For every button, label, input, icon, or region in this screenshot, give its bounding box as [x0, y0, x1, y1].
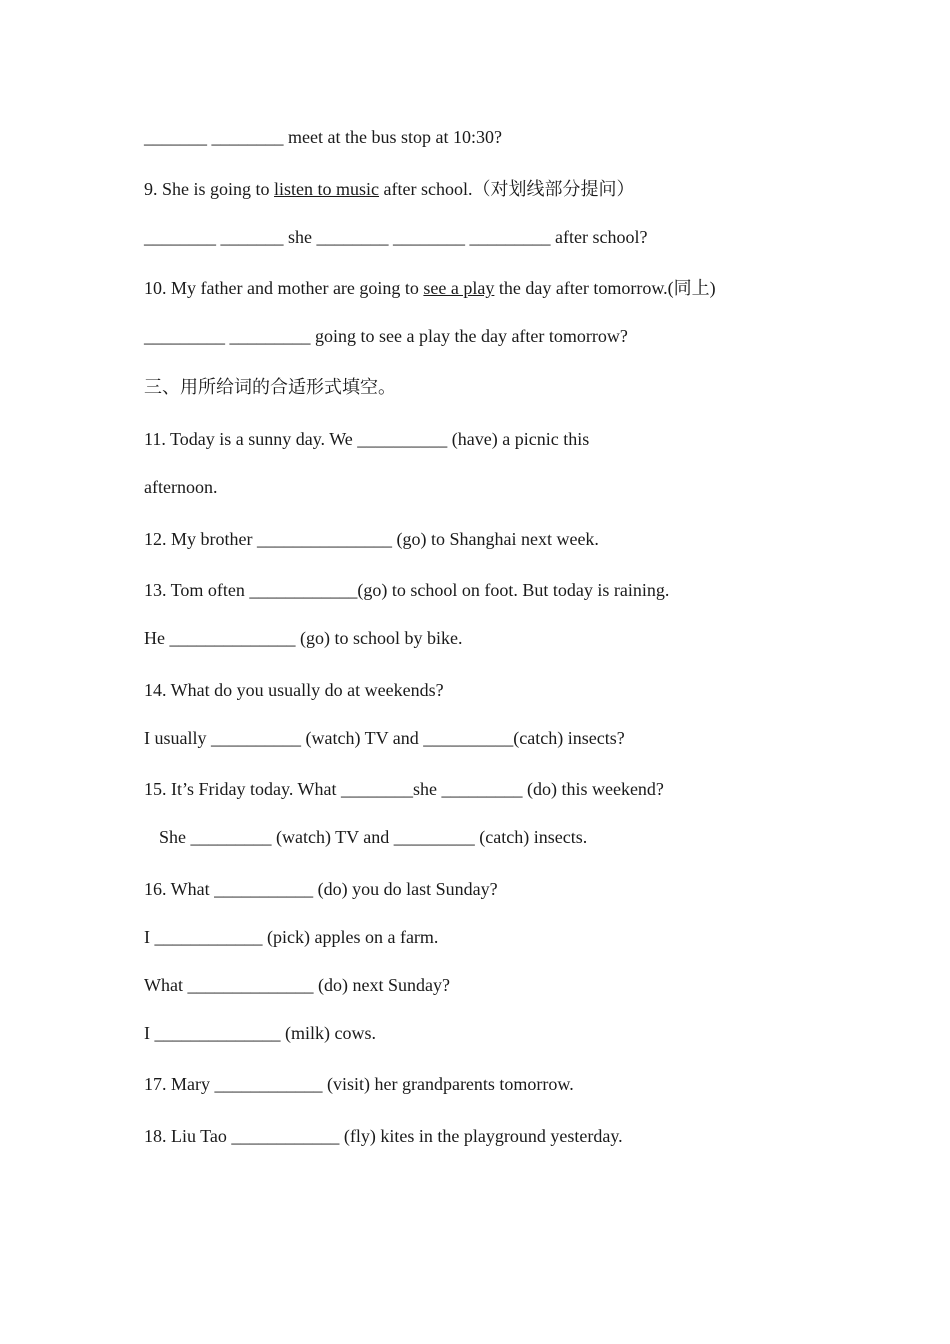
- q17-line: 17. Mary ____________ (visit) her grandparents tomorrow.: [144, 1074, 574, 1094]
- q9-text-post: after school.（对划线部分提问）: [379, 179, 635, 199]
- q10-text-post: the day after tomorrow.(同上): [494, 278, 716, 298]
- q15-line-1: 15. It’s Friday today. What ________she _________ (do) this weekend?: [144, 779, 664, 799]
- q12-line: 12. My brother _______________ (go) to Shanghai next week.: [144, 529, 599, 549]
- q16-line-4: I ______________ (milk) cows.: [144, 1023, 376, 1043]
- q18-line: 18. Liu Tao ____________ (fly) kites in the playground yesterday.: [144, 1126, 623, 1146]
- q14-line-1: 14. What do you usually do at weekends?: [144, 680, 444, 700]
- q13-line-2: He ______________ (go) to school by bike.: [144, 628, 463, 648]
- q9-underlined-phrase: listen to music: [274, 179, 380, 199]
- q8-answer-line: _______ ________ meet at the bus stop at 10:30?: [144, 127, 502, 147]
- section-3-heading: 三、用所给词的合适形式填空。: [144, 377, 396, 397]
- q10-underlined-phrase: see a play: [423, 278, 495, 298]
- q16-line-3: What ______________ (do) next Sunday?: [144, 975, 450, 995]
- q11-line-1: 11. Today is a sunny day. We __________ (have) a picnic this: [144, 429, 590, 449]
- q11-line-2: afternoon.: [144, 477, 218, 497]
- q16-line-1: 16. What ___________ (do) you do last Sunday?: [144, 879, 498, 899]
- q14-line-2: I usually __________ (watch) TV and __________(catch) insects?: [144, 728, 625, 748]
- q15-line-2: She _________ (watch) TV and _________ (catch) insects.: [159, 827, 588, 847]
- q10-question: [144, 277, 716, 299]
- q9-answer-line: ________ _______ she ________ ________ _________ after school?: [144, 227, 648, 247]
- q13-line-1: 13. Tom often ____________(go) to school on foot. But today is raining.: [144, 580, 670, 600]
- q10-answer-line: _________ _________ going to see a play the day after tomorrow?: [144, 326, 628, 346]
- q16-line-2: I ____________ (pick) apples on a farm.: [144, 927, 439, 947]
- q9-question: [144, 178, 634, 200]
- q9-text-pre: 9. She is going to: [144, 179, 275, 199]
- q10-text-pre: 10. My father and mother are going to: [144, 278, 424, 298]
